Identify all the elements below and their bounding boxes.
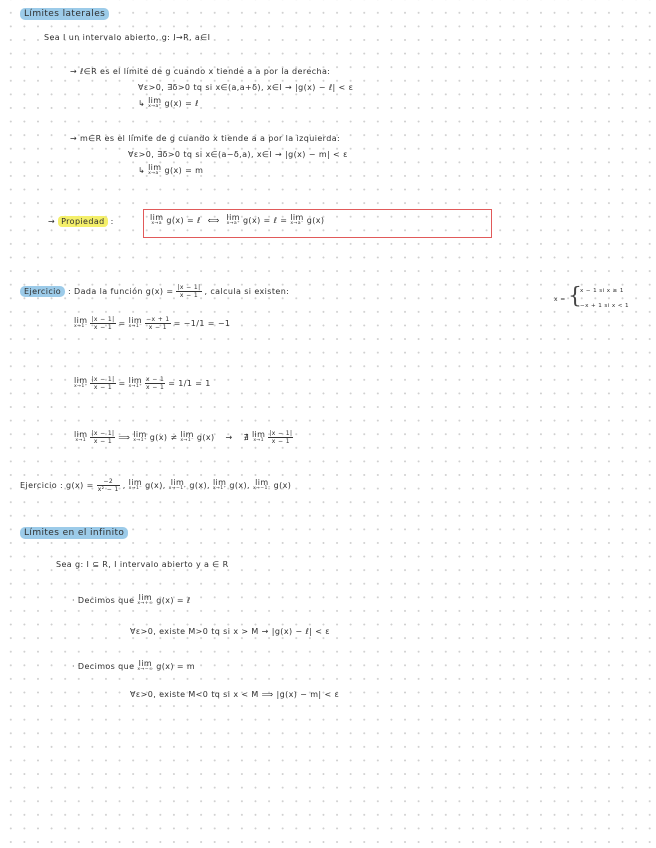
property-formula: lim x→a g(x) = ℓ ⟺ lim x→a⁺ g(x) = ℓ = lim x→a⁻ g(x) xyxy=(150,213,325,227)
exercise2-statement: Ejercicio : g(x) = $\frac{-2}{\text{x² − 1}}$ , lim x→1⁻ g(x), lim x→−1⁺ g(x), lim x→1⁺ g(x), lim x→−1⁻ g(x) xyxy=(20,478,292,494)
exercise-label: Ejercicio xyxy=(20,481,58,491)
right-limit-definition: ∀ε>0, ∃δ>0 tq si x∈(a,a+δ), x∈I → |g(x) − ℓ| < ε xyxy=(138,83,354,92)
section-title-limites-infinito xyxy=(20,529,128,538)
fraction: $\frac{|x - 1|}{x - 1}$ xyxy=(91,316,115,332)
notation-arrow: ↳ xyxy=(138,166,146,176)
title-highlight: Límites laterales xyxy=(20,8,109,20)
right-limit-text: → ℓ∈R es el límite de g cuando x tiende a a por la derecha: xyxy=(70,67,331,76)
lim-operator: lim x→1 xyxy=(251,430,266,444)
lim-expression: g(x) = ℓ xyxy=(164,99,199,109)
lim-operator: lim x→−1⁻ xyxy=(252,478,271,492)
piecewise-brace: { xyxy=(568,284,582,309)
lim-operator: lim x→1⁻ xyxy=(74,316,88,330)
infinity-def1: ∀ε>0, existe M>0 tq si x > M → |g(x) − ℓ| < ε xyxy=(130,627,330,636)
fraction: $\frac{-2}{\text{x² − 1}}$ xyxy=(97,478,119,494)
exercise1-statement: Ejercicio : Dada la función g(x) = $\frac{|x - 1|}{x - 1}$ , calcula si existen: xyxy=(20,284,289,299)
lim-operator: lim x→+∞ xyxy=(137,593,154,607)
lim-operator: lim x→1⁻ xyxy=(128,316,143,330)
lim-operator: lim x→1 xyxy=(74,430,88,444)
section2-intro: Sea g: I ⊆ R, I intervalo abierto y a ∈ R xyxy=(56,560,229,569)
infinity-def2-heading: · Decimos que lim x→−∞ g(x) = m xyxy=(72,659,196,673)
fraction: $\frac{|x - 1|}{x - 1}$ xyxy=(91,430,115,446)
lim-operator: lim x→a⁻ xyxy=(148,163,162,177)
fraction: $\frac{|x - 1|}{x - 1}$ xyxy=(177,284,201,300)
lim-operator: lim x→a⁺ xyxy=(226,213,240,227)
fraction: $\frac{x - 1}{x - 1}$ xyxy=(146,376,165,392)
exercise1-line2: lim x→1⁺ $\frac{|x - 1|}{x - 1}$ = lim x→1⁺ $\frac{x - 1}{x - 1}$ = 1/1 = 1 xyxy=(74,376,211,392)
exercise-label: Ejercicio xyxy=(20,286,65,297)
lim-operator: lim x→a⁻ xyxy=(290,213,304,227)
property-label: → Propiedad : xyxy=(48,217,114,226)
piecewise-case-2: −x + 1 si x < 1 xyxy=(580,303,629,309)
lim-operator: lim x→−1⁺ xyxy=(168,478,187,492)
left-limit-text: → m∈R es el límite de g cuando x tiende a a por la izquierda: xyxy=(70,134,341,143)
right-limit-notation xyxy=(138,97,199,110)
lim-operator: lim x→a⁺ xyxy=(148,96,162,110)
infinity-def1-heading: · Decimos que lim x→+∞ g(x) = ℓ xyxy=(72,593,191,607)
fraction: $\frac{-x + 1}{x - 1}$ xyxy=(146,316,170,332)
lim-operator: lim x→1⁻ xyxy=(180,430,194,444)
lim-operator: lim x→1⁺ xyxy=(74,376,88,390)
property-arrow: → xyxy=(48,217,56,226)
property-highlight: Propiedad xyxy=(58,216,108,227)
exercise1-line1: lim x→1⁻ $\frac{|x - 1|}{x - 1}$ = lim x→1⁻ $\frac{-x + 1}{x - 1}$ = −1/1 = −1 xyxy=(74,316,231,332)
left-limit-definition: ∀ε>0, ∃δ>0 tq si x∈(a−δ,a), x∈I → |g(x) − m| < ε xyxy=(128,150,348,159)
lim-operator: lim x→1⁺ xyxy=(133,430,147,444)
infinity-def2: ∀ε>0, existe M<0 tq si x < M ⟹ |g(x) − m| < ε xyxy=(130,690,340,699)
lim-operator: lim x→−∞ xyxy=(137,659,154,673)
title-highlight: Límites en el infinito xyxy=(20,527,128,539)
fraction: $\frac{|x - 1|}{x - 1}$ xyxy=(91,376,115,392)
not-exists-symbol: ∄ xyxy=(243,433,249,443)
lim-operator: lim x→1⁺ xyxy=(212,478,227,492)
lim-expression: g(x) = m xyxy=(164,166,204,176)
piecewise-lhs: x = xyxy=(554,296,566,303)
left-limit-notation xyxy=(138,164,203,177)
notation-arrow: ↳ xyxy=(138,99,146,109)
lim-operator: lim x→1⁻ xyxy=(128,478,143,492)
exercise1-line3: lim x→1 $\frac{|x - 1|}{x - 1}$ ⟹ lim x→1⁺ g(x) ≠ lim x→1⁻ g(x) → ∄ lim x→1 $\frac{|x - 1|}{x - 1}$ xyxy=(74,430,293,446)
fraction: $\frac{|x - 1|}{x - 1}$ xyxy=(269,430,293,446)
iff-symbol: ⟺ xyxy=(207,216,220,226)
lim-operator: lim x→a xyxy=(150,213,164,227)
section-title-limites-laterales xyxy=(20,10,109,19)
lim-operator: lim x→1⁺ xyxy=(128,376,143,390)
intro-text: Sea I un intervalo abierto, g: I→R, a∈I xyxy=(44,33,211,42)
piecewise-case-1: x − 1 si x ≥ 1 xyxy=(580,288,624,294)
